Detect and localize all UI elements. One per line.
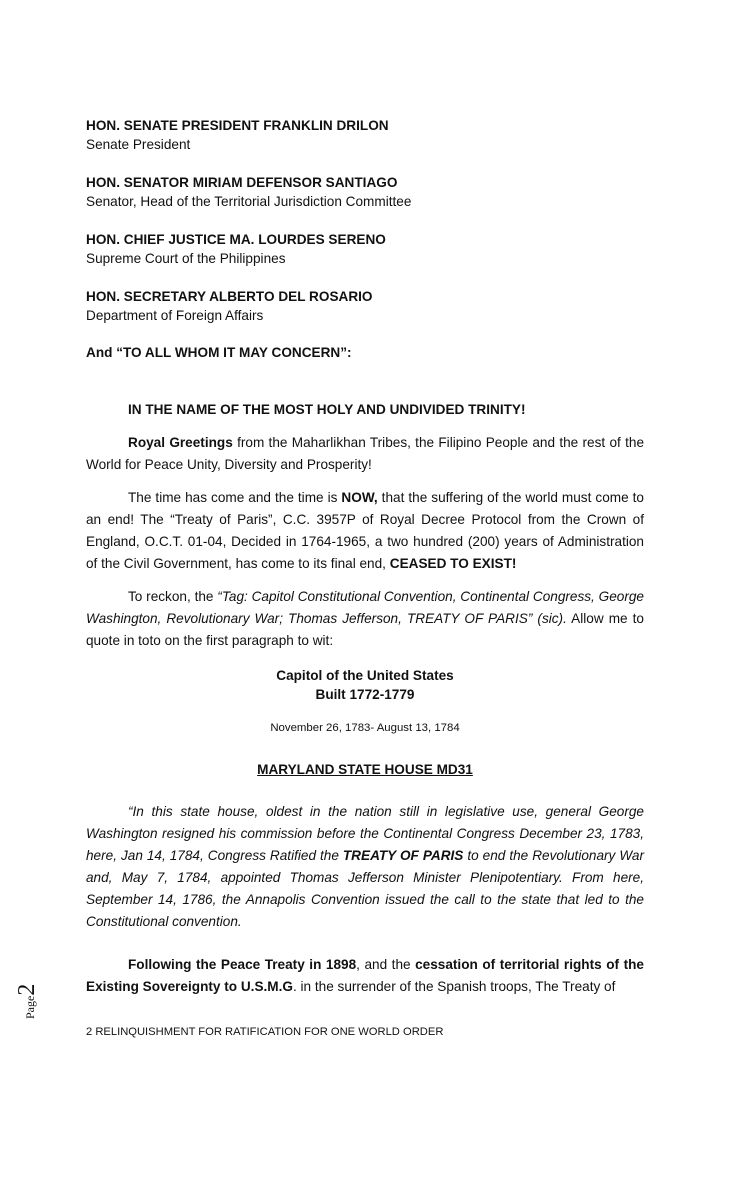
time-paragraph [86, 487, 644, 575]
greetings-bold: Royal Greetings [128, 435, 233, 450]
capitol-heading-line-1: Capitol of the United States [276, 668, 454, 683]
page-number-margin [14, 983, 74, 1019]
addressee-title: Senator, Head of the Territorial Jurisdiction Committee [86, 194, 412, 209]
following-bold-c: cessation of territorial rights of the Existing Sovereignty to U.S.M.G [86, 957, 644, 994]
following-paragraph [86, 954, 644, 998]
reckon-text-c: Allow me to quote in toto on the first paragraph to wit: [86, 611, 644, 648]
addressee-title: Senate President [86, 137, 191, 152]
addressee-name: HON. SENATOR MIRIAM DEFENSOR SANTIAGO [86, 175, 398, 190]
quote-paragraph [86, 801, 644, 933]
to-all-line: And “TO ALL WHOM IT MAY CONCERN”: [86, 345, 352, 360]
quote-text-c: to end the Revolutionary War and, May 7, 1784, appointed Thomas Jefferson Minister Plenipotentiary. From here, September 14, 1786, the Annapolis Convention issued the call to the state that led to the Constitutional convention. [86, 848, 644, 929]
following-text-d: . in the surrender of the Spanish troops, The Treaty of [292, 979, 616, 994]
date-range: November 26, 1783- August 13, 1784 [270, 722, 460, 734]
state-house-heading: MARYLAND STATE HOUSE MD31 [257, 762, 473, 777]
addressee-name: HON. SENATE PRESIDENT FRANKLIN DRILON [86, 118, 389, 133]
reckon-tag: “Tag: Capitol Constitutional Convention, Continental Congress, George Washington, Revolutionary War; Thomas Jefferson, TREATY OF PARIS” (sic). [86, 589, 644, 626]
reckon-paragraph [86, 586, 644, 652]
capitol-heading [86, 666, 644, 704]
addressee-title: Supreme Court of the Philippines [86, 251, 286, 266]
time-text-c: that the suffering of the world must come to an end! The “Treaty of Paris”, C.C. 3957P of Royal Decree Protocol from the Crown of England, O.C.T. 01-04, Decided in 1764-1965, a two hundred (200) years of Administration of the Civil Government, has come to its final end, [86, 490, 644, 571]
greetings-paragraph [86, 432, 644, 476]
quote-text-a: “In this state house, oldest in the nation still in legislative use, general George Washington resigned his commission before the Continental Congress December 23, 1783, here, Jan 14, 1784, Congress Ratified the [86, 804, 644, 863]
page-label: Page [23, 995, 37, 1019]
page-footer: 2 RELINQUISHMENT FOR RATIFICATION FOR ONE WORLD ORDER [86, 1026, 444, 1038]
addressee-3 [86, 230, 646, 268]
addressee-4 [86, 287, 646, 325]
page-number: 2 [14, 983, 40, 996]
capitol-heading-line-2: Built 1772-1779 [315, 687, 415, 702]
following-text-b: , and the [356, 957, 416, 972]
time-now: NOW, [341, 490, 378, 505]
addressee-2 [86, 173, 646, 211]
addressee-name: HON. SECRETARY ALBERTO DEL ROSARIO [86, 289, 373, 304]
greetings-text: from the Maharlikhan Tribes, the Filipino People and the rest of the World for Peace Unity, Diversity and Prosperity! [86, 435, 645, 472]
invocation-heading: IN THE NAME OF THE MOST HOLY AND UNDIVIDED TRINITY! [128, 402, 526, 417]
addressee-title: Department of Foreign Affairs [86, 308, 264, 323]
following-bold-a: Following the Peace Treaty in 1898 [128, 957, 357, 972]
addressee-name: HON. CHIEF JUSTICE MA. LOURDES SERENO [86, 232, 386, 247]
reckon-text-a: To reckon, the [128, 589, 218, 604]
time-text-a: The time has come and the time is [128, 490, 342, 505]
time-ceased: CEASED TO EXIST! [389, 556, 517, 571]
quote-treaty: TREATY OF PARIS [342, 848, 464, 863]
addressee-1 [86, 116, 646, 154]
